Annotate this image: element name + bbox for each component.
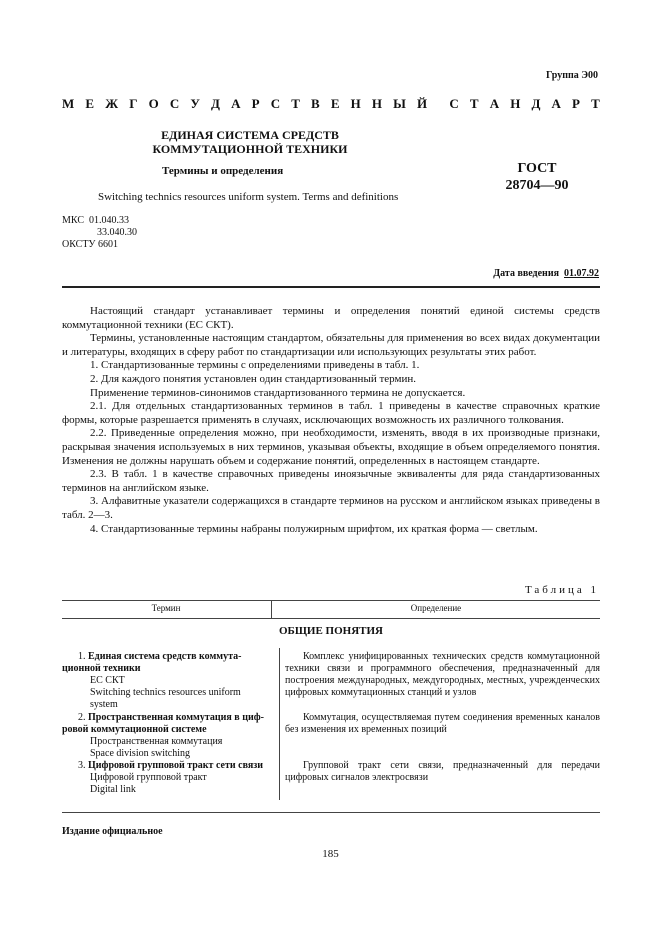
table-header-term: Термин xyxy=(151,603,181,613)
paragraph: 2.2. Приведенные определения можно, при необходимости, изменять, вводя в их производные признаки, раскрывая значения используемых в них терминов, указывая объекты, входящие в объем определяемого понятия. Изменения не должны нарушать объем и содержание понятий, определенных в настоящем стандарте. xyxy=(62,427,600,467)
table-label: Таблица 1 xyxy=(524,584,599,596)
mks-codes: МКС 01.040.33 33.040.30 ОКСТУ 6601 xyxy=(62,215,137,250)
table-header-definition: Определение xyxy=(410,603,462,613)
table-row: 2. Пространственная коммутация в циф- ровой коммутационной системе Пространственная коммутация Space division switching xyxy=(62,712,270,760)
document-subtitle: Термины и определения xyxy=(162,165,284,177)
paragraph: 4. Стандартизованные термины набраны полужирным шрифтом, их краткая форма — светлым. xyxy=(90,522,538,535)
header-divider xyxy=(62,286,600,288)
paragraph: 2. Для каждого понятия установлен один стандартизованный термин. xyxy=(90,372,416,385)
paragraph: Применение терминов-синонимов стандартизованного термина не допускается. xyxy=(90,386,466,399)
paragraph: 1. Стандартизованные термины с определениями приведены в табл. 1. xyxy=(90,359,420,372)
gost-designation: ГОСТ 28704—90 xyxy=(505,161,569,193)
term-name: Единая система средств коммута- xyxy=(88,651,242,662)
english-title: Switching technics resources uniform system. Terms and definitions xyxy=(98,191,399,203)
table-header-border xyxy=(62,618,600,619)
footer-divider xyxy=(62,812,600,813)
section-title: ОБЩИЕ ПОНЯТИЯ xyxy=(278,625,383,637)
paragraph: 2.3. В табл. 1 в качестве справочных приведены иноязычные эквиваленты для ряда стандартизованных терминов на английском языке. xyxy=(62,468,600,494)
group-code: Группа Э00 xyxy=(546,70,598,81)
paragraph: Настоящий стандарт устанавливает термины и определения понятий единой системы средств коммутационной техники (ЕС СКТ). xyxy=(62,305,600,331)
edition-note: Издание официальное xyxy=(62,826,163,837)
term-short-form: ЕС СКТ xyxy=(90,675,125,686)
table-row: 1. Единая система средств коммута- ционной техники ЕС СКТ Switching technics resources uniform system xyxy=(62,651,270,711)
page-number: 185 xyxy=(322,848,339,860)
table-definition: Комплекс унифицированных технических средств коммутационной техники связи и программного обеспечения, предназначенный для построения международных, междугородных, местных, учрежденческих цифровых коммутационных станций и узлов xyxy=(285,651,600,698)
table-column-divider xyxy=(279,648,280,800)
table-row: 3. Цифровой групповой тракт сети связи Цифровой групповой тракт Digital link xyxy=(62,760,270,796)
term-short-form: Цифровой групповой тракт xyxy=(90,772,207,783)
table-header-divider xyxy=(271,600,272,618)
paragraph: 3. Алфавитные указатели содержащихся в стандарте терминов на русском и английском языках приведены в табл. 2—3. xyxy=(62,495,600,521)
effective-date: Дата введения 01.07.92 xyxy=(493,268,599,279)
document-title: ЕДИНАЯ СИСТЕМА СРЕДСТВ КОММУТАЦИОННОЙ ТЕХНИКИ xyxy=(152,128,348,156)
body-text xyxy=(62,305,600,536)
term-name: Цифровой групповой тракт сети связи xyxy=(88,760,264,771)
term-name: Пространственная коммутация в циф- xyxy=(88,712,264,723)
paragraph: Термины, установленные настоящим стандартом, обязательны для применения во всех видах документации и литературы, входящих в сферу работ по стандартизации или использующих результаты этих работ. xyxy=(62,332,600,358)
term-english: Switching technics resources uniform xyxy=(90,687,241,698)
term-english: Digital link xyxy=(90,784,136,795)
paragraph: 2.1. Для отдельных стандартизованных терминов в табл. 1 приведены в качестве справочных краткие формы, которые разрешается применять в случаях, исключающих возможность их различного толкования. xyxy=(62,400,600,426)
term-short-form: Пространственная коммутация xyxy=(90,736,223,747)
okstu-code: ОКСТУ 6601 xyxy=(62,239,119,250)
interstate-standard-banner: М Е Ж Г О С У Д А Р С Т В Е Н Н Ы Й С Т А Н Д А Р Т xyxy=(62,96,600,111)
table-definition: Коммутация, осуществляемая путем соединения временных каналов без изменения их временных позиций xyxy=(285,712,600,735)
table-definition: Групповой тракт сети связи, предназначенный для передачи цифровых сигналов электросвязи xyxy=(285,760,600,783)
table-top-border xyxy=(62,600,600,601)
term-english: Space division switching xyxy=(90,748,190,759)
